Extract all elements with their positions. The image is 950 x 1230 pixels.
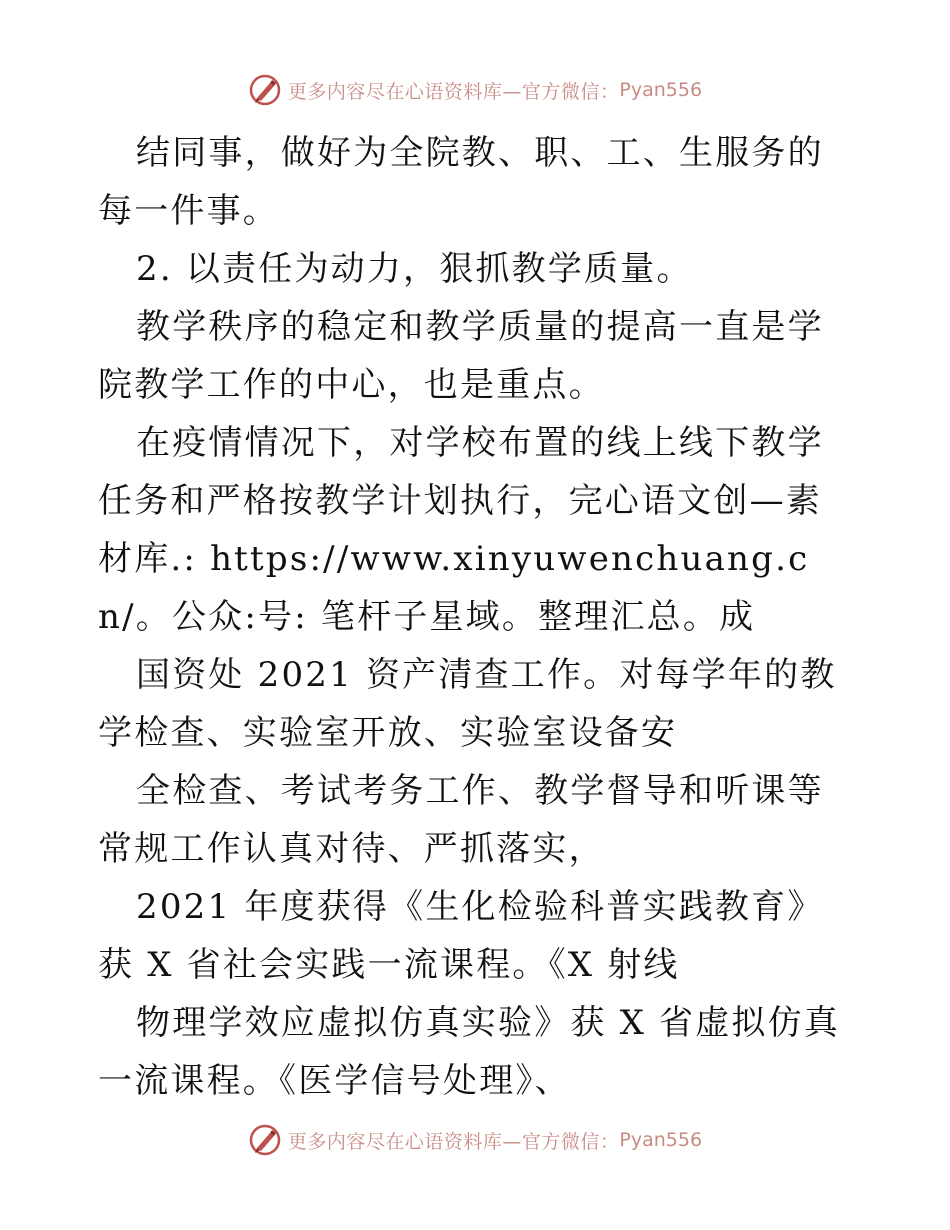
footer-watermark-banner bbox=[0, 1120, 950, 1160]
watermark-text: 更多内容尽在心语资料库—官方微信： bbox=[287, 80, 620, 103]
watermark-account: Pyan556 bbox=[619, 1129, 703, 1151]
paragraph: 在疫情情况下，对学校布置的线上线下教学任务和严格按教学计划执行，完心语文创—素材库.: https://www.xinyuwenchuang.cn/。公众:号: 笔杆子星域。整理汇总。成 bbox=[98, 423, 824, 637]
pen-logo-icon bbox=[248, 73, 282, 107]
paragraph: 结同事，做好为全院教、职、工、生服务的每一件事。 bbox=[98, 133, 824, 231]
pen-logo-icon bbox=[248, 1123, 282, 1157]
paragraph: 物理学效应虚拟仿真实验》获 X 省虚拟仿真一流课程。《医学信号处理》、 bbox=[98, 1003, 841, 1101]
document-body bbox=[98, 124, 858, 1110]
paragraph: 教学秩序的稳定和教学质量的提高一直是学院教学工作的中心，也是重点。 bbox=[98, 307, 824, 405]
paragraph: 2. 以责任为动力，狠抓教学质量。 bbox=[136, 249, 693, 289]
watermark-text: 更多内容尽在心语资料库—官方微信： bbox=[287, 1130, 620, 1153]
paragraph: 国资处 2021 资产清查工作。对每学年的教学检查、实验室开放、实验室设备安 bbox=[98, 655, 837, 753]
paragraph: 2021 年度获得《生化检验科普实践教育》获 X 省社会实践一流课程。《X 射线 bbox=[98, 887, 824, 985]
paragraph: 全检查、考试考务工作、教学督导和听课等常规工作认真对待、严抓落实， bbox=[98, 771, 824, 869]
header-watermark-banner bbox=[0, 70, 950, 110]
watermark-account: Pyan556 bbox=[619, 79, 703, 101]
